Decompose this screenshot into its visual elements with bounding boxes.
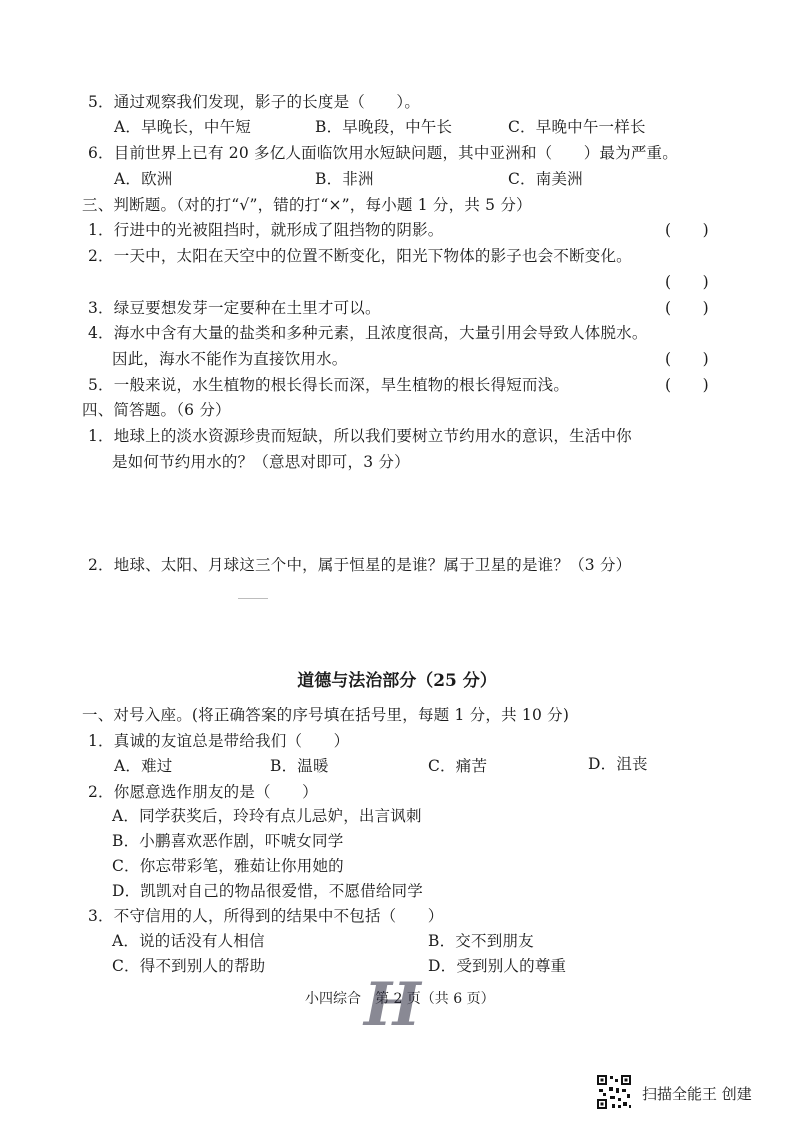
m-q2-option-a: A．同学获奖后，玲玲有点儿忌妒，出言讽刺 <box>112 807 422 825</box>
judge-item-3: 3．绿豆要想发芽一定要种在土里才可以。 <box>88 299 381 317</box>
section-title: 道德与法治部分（25 分） <box>297 671 497 691</box>
q6-option-c: C．南美洲 <box>508 170 583 188</box>
m-q2-stem: 2．你愿意选作朋友的是（ ） <box>88 783 318 801</box>
judge-item-5: 5．一般来说，水生植物的根长得长而深，旱生植物的根长得短而浅。 <box>88 376 570 394</box>
judge-item-4-cont: 因此，海水不能作为直接饮用水。 <box>112 350 348 368</box>
q6-option-a: A．欧洲 <box>114 170 173 188</box>
m-q2-option-b: B．小鹏喜欢恶作剧，吓唬女同学 <box>112 832 344 850</box>
m-q3-option-d: D．受到别人的尊重 <box>428 957 567 975</box>
watermark-letter: H <box>364 970 419 1040</box>
judge-blank-5: ( ) <box>665 376 709 394</box>
judge-heading: 三、判断题。（对的打“√”，错的打“×”，每小题 1 分，共 5 分） <box>82 196 532 214</box>
short-answer-heading: 四、简答题。（6 分） <box>82 401 231 419</box>
judge-blank-4: ( ) <box>665 350 709 368</box>
m-q1-option-b: B．温暖 <box>270 757 329 775</box>
scan-speck <box>238 598 268 599</box>
m-q1-option-a: A．难过 <box>114 757 173 775</box>
q5-option-c: C．早晚中午一样长 <box>508 118 646 136</box>
m-q2-option-d: D．凯凯对自己的物品很爱惜，不愿借给同学 <box>112 882 423 900</box>
m-q1-option-c: C．痛苦 <box>428 757 488 775</box>
short-q2: 2．地球、太阳、月球这三个中，属于恒星的是谁？属于卫星的是谁？（3 分） <box>88 556 632 574</box>
judge-item-2: 2．一天中，太阳在天空中的位置不断变化，阳光下物体的影子也会不断变化。 <box>88 247 632 265</box>
judge-blank-1: ( ) <box>665 221 709 239</box>
q6-option-b: B．非洲 <box>315 170 374 188</box>
judge-blank-2: ( ) <box>665 273 709 291</box>
short-q1-line2: 是如何节约用水的？（意思对即可，3 分） <box>112 453 410 471</box>
q5-stem: 5．通过观察我们发现，影子的长度是（ ）。 <box>88 93 421 111</box>
q5-option-a: A．早晚长，中午短 <box>114 118 251 136</box>
judge-blank-3: ( ) <box>665 299 709 317</box>
q6-stem: 6．目前世界上已有 20 多亿人面临饮用水短缺问题，其中亚洲和（ ）最为严重。 <box>88 144 678 162</box>
m-q3-option-b: B．交不到朋友 <box>428 932 534 950</box>
short-q1-line1: 1．地球上的淡水资源珍贵而短缺，所以我们要树立节约用水的意识，生活中你 <box>88 427 632 445</box>
m-q2-option-c: C．你忘带彩笔，雅茹让你用她的 <box>112 857 344 875</box>
judge-item-1: 1．行进中的光被阻挡时，就形成了阻挡物的阴影。 <box>88 221 444 239</box>
judge-item-4: 4．海水中含有大量的盐类和多种元素，且浓度很高，大量引用会导致人体脱水。 <box>88 324 648 342</box>
scanner-label: 扫描全能王 创建 <box>642 1085 752 1103</box>
moral-heading: 一、对号入座。(将正确答案的序号填在括号里，每题 1 分，共 10 分) <box>82 706 570 724</box>
m-q3-stem: 3．不守信用的人，所得到的结果中不包括（ ） <box>88 907 444 925</box>
q5-option-b: B．早晚段，中午长 <box>315 118 453 136</box>
qr-code-icon <box>596 1074 632 1110</box>
m-q3-option-a: A．说的话没有人相信 <box>112 932 265 950</box>
m-q1-option-d: D．沮丧 <box>588 755 648 773</box>
m-q1-stem: 1．真诚的友谊总是带给我们（ ） <box>88 732 350 750</box>
m-q3-option-c: C．得不到别人的帮助 <box>112 957 266 975</box>
page-footer: 小四综合 第 2 页（共 6 页） <box>305 991 495 1007</box>
